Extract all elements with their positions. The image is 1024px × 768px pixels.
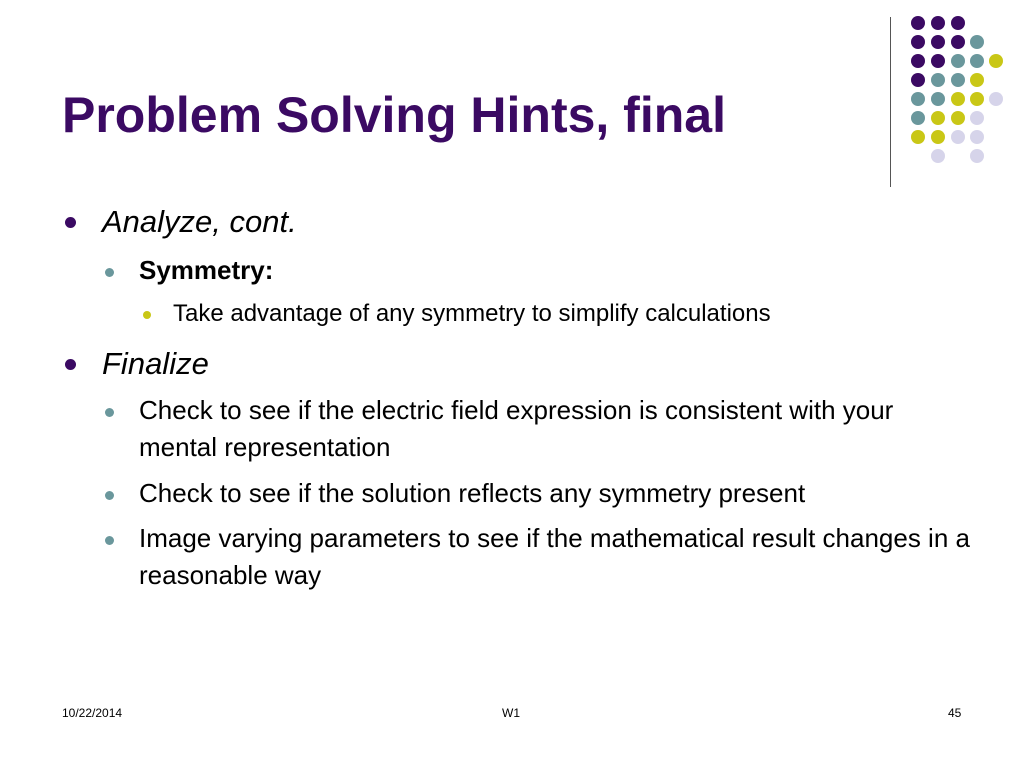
- footer-label: W1: [502, 706, 520, 720]
- bullet-dot: [105, 536, 114, 545]
- bullet-item-level1: [102, 203, 297, 240]
- bullet-text: Symmetry:: [139, 255, 274, 285]
- footer-date: 10/22/2014: [62, 706, 123, 720]
- bullet-item-level3: [173, 295, 771, 332]
- bullet-text: Check to see if the electric field expression is consistent with your mental representation: [139, 395, 894, 462]
- bullet-text: Take advantage of any symmetry to simplify calculations: [173, 300, 771, 327]
- bullet-dot: [65, 359, 76, 370]
- bullet-dot: [105, 268, 114, 277]
- bullet-text: Finalize: [102, 346, 209, 381]
- bullet-text: Image varying parameters to see if the mathematical result changes in a reasonable way: [139, 523, 970, 590]
- bullet-dot: [143, 311, 151, 319]
- bullet-item-level2: [139, 520, 979, 594]
- bullet-item-level2: [139, 252, 273, 289]
- bullet-dot: [105, 491, 114, 500]
- slide-number: 45: [948, 706, 962, 720]
- bullet-item-level2: [139, 475, 805, 512]
- bullet-text: Check to see if the solution reflects any symmetry present: [139, 478, 806, 508]
- bullet-dot: [65, 217, 76, 228]
- bullet-text: Analyze, cont.: [102, 204, 297, 239]
- bullet-item-level1: [102, 345, 209, 382]
- slide-title: Problem Solving Hints, final: [62, 87, 726, 143]
- bullet-item-level2: [139, 392, 939, 466]
- bullet-dot: [105, 408, 114, 417]
